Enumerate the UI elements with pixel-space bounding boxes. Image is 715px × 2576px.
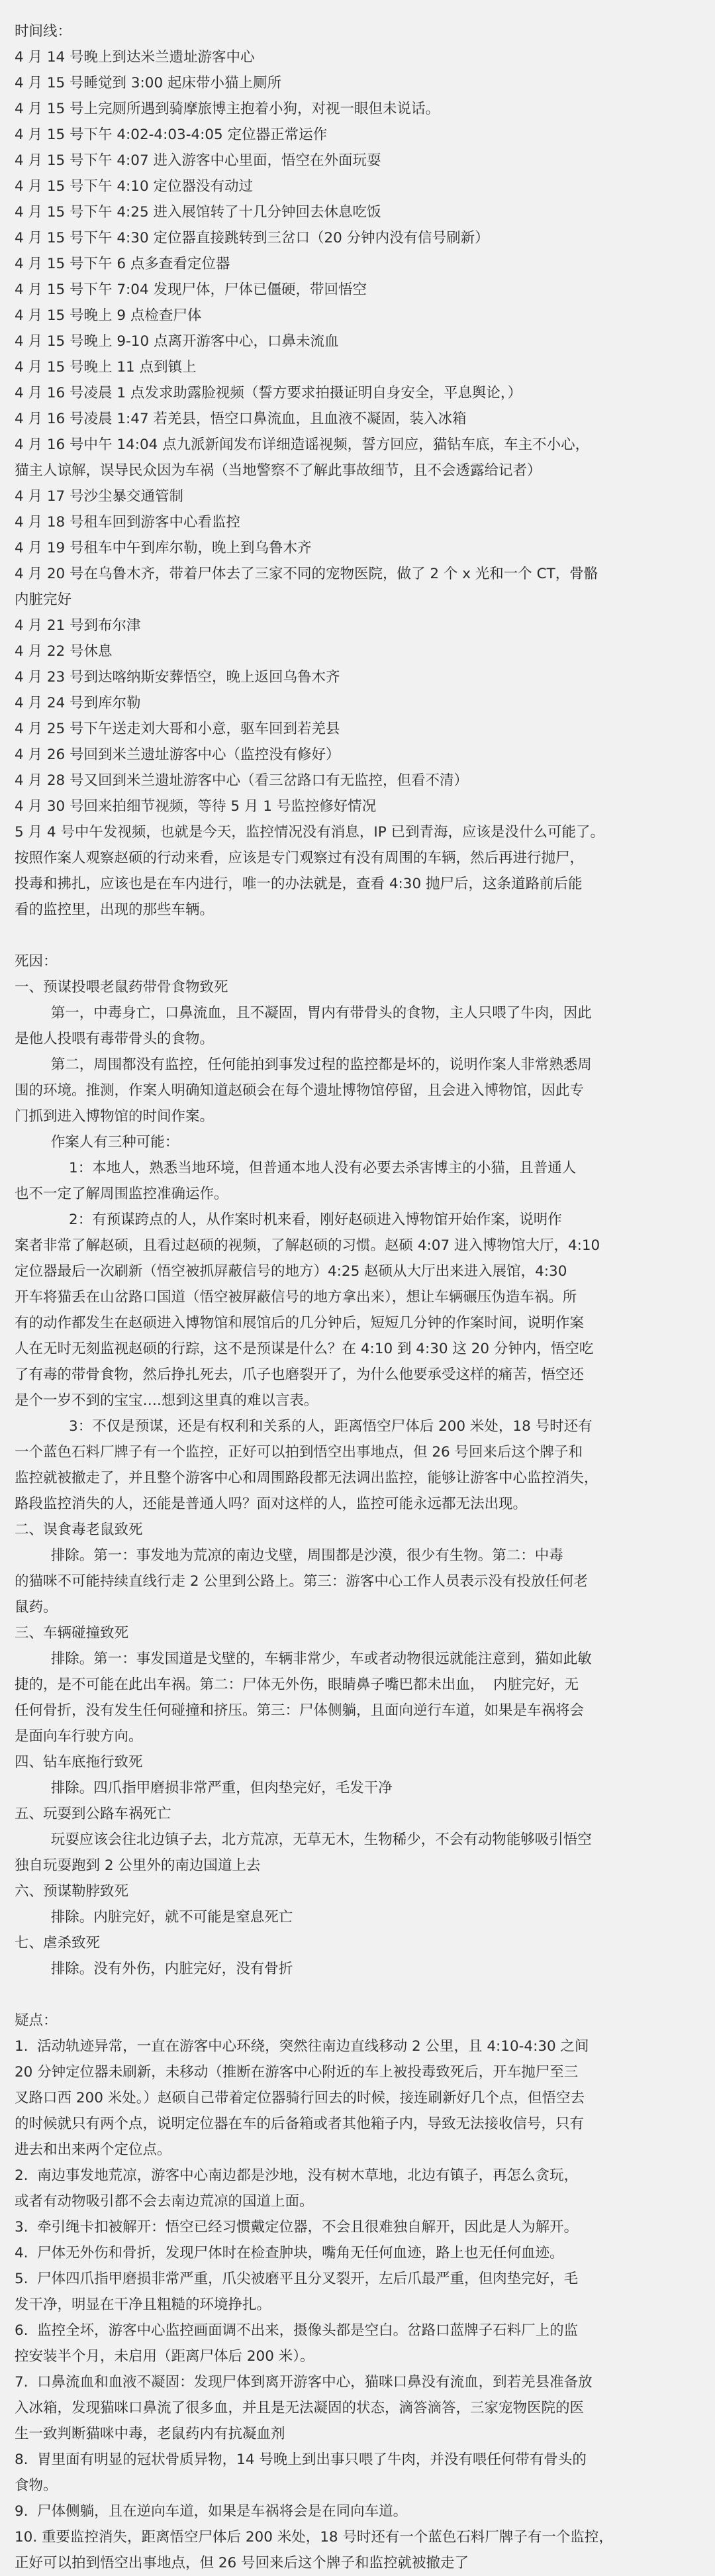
text-line: 2. 南边事发地荒凉，游客中心南边都是沙地，没有树木草地，北边有镇子，再怎么贪玩， [15, 2167, 579, 2184]
text-line: 5 月 4 号中午发视频，也就是今天，监控情况没有消息，IP 已到青海，应该是没什么可能了。 [15, 824, 605, 841]
text-line: 鼠药。 [15, 1599, 58, 1616]
text-line: 4 月 25 号下午送走刘大哥和小意，驱车回到若羌县 [15, 721, 340, 737]
text-line: 4 月 15 号下午 6 点多查看定位器 [15, 256, 230, 272]
text-line: 是面向车行驶方向。 [15, 1728, 143, 1745]
text-line: 3：不仅是预谋，还是有权利和关系的人，距离悟空尸体后 200 米处，18 号时还有 [15, 1418, 593, 1435]
text-line: 发干净，明显在干净且粗糙的环境挣扎。 [15, 2296, 271, 2313]
text-line: 4 月 24 号到库尔勒 [15, 695, 141, 711]
text-line: 七、虐杀致死 [15, 1935, 101, 1951]
text-line: 控安装半个月，未启用（距离尸体后 200 米）。 [15, 2348, 314, 2365]
text-line: 任何骨折，没有发生任何碰撞和挤压。第三：尸体侧躺，且面向逆行车道，如果是车祸将会 [15, 1702, 585, 1719]
text-line: 内脏完好 [15, 592, 72, 608]
text-line: 4 月 15 号下午 4:30 定位器直接跳转到三岔口（20 分钟内没有信号刷新） [15, 230, 489, 246]
text-line: 是个一岁不到的宝宝….想到这里真的难以言表。 [15, 1392, 318, 1409]
text-line: 食物。 [15, 2477, 58, 2494]
text-line: 4 月 15 号晚上 9 点检查尸体 [15, 307, 202, 324]
cause-title: 死因： [15, 953, 58, 970]
text-line: 4 月 23 号到达喀纳斯安葬悟空，晚上返回乌鲁木齐 [15, 669, 340, 686]
text-line: 正好可以拍到悟空出事地点，但 26 号回来后这个牌子和监控就被撤走了 [15, 2555, 469, 2571]
text-line: 排除。第一：事发国道是戈壁的，车辆非常少，车或者动物很远就能注意到，猫如此敏 [15, 1651, 592, 1667]
text-line: 4 月 20 号在乌鲁木齐，带着尸体去了三家不同的宠物医院，做了 2 个 x 光和一个 CT，骨骼 [15, 566, 598, 582]
text-line: 一、预谋投喂老鼠药带骨食物致死 [15, 979, 228, 996]
timeline-section [15, 19, 700, 923]
text-line: 10. 重要监控消失，距离悟空尸体后 200 米处，18 号时还有一个蓝色石料厂牌子有一个监控， [15, 2529, 613, 2546]
text-line: 4 月 21 号到布尔津 [15, 617, 141, 634]
text-line: 三、车辆碰撞致死 [15, 1625, 129, 1641]
text-line: 四、钻车底拖行致死 [15, 1754, 143, 1771]
text-line: 4 月 15 号下午 7:04 发现尸体，尸体已僵硬，带回悟空 [15, 282, 367, 298]
doubts-section [15, 2008, 700, 2576]
text-line: 猫主人谅解，误导民众因为车祸（当地警察不了解此事故细节，且不会透露给记者） [15, 462, 542, 479]
text-line: 捷的，是不可能在此出车祸。第二：尸体无外伤，眼睛鼻子嘴巴都未出血， 内脏完好，无 [15, 1676, 579, 1693]
text-line: 1：本地人，熟悉当地环境，但普通本地人没有必要去杀害博主的小猫，且普通人 [15, 1160, 577, 1176]
text-line: 投毒和拂扎，应该也是在车内进行，唯一的办法就是，查看 4:30 抛尸后，这条道路前后能 [15, 876, 583, 892]
text-line: 独自玩耍跑到 2 公里外的南边国道上去 [15, 1857, 261, 1874]
text-line: 4 月 28 号又回到米兰遗址游客中心（看三岔路口有无监控，但看不清） [15, 772, 469, 789]
text-line: 9. 尸体侧躺，且在逆向车道，如果是车祸将会是在同向车道。 [15, 2503, 408, 2520]
text-line: 案者非常了解赵硕，且看过赵硕的视频，了解赵硕的习惯。赵硕 4:07 进入博物馆大厅，4:10 [15, 1237, 600, 1254]
text-line: 5. 尸体四爪指甲磨损非常严重，爪尖被磨平且分叉裂开，左后爪最严重，但肉垫完好，毛 [15, 2271, 579, 2287]
timeline-lines [15, 44, 700, 923]
text-line: 4 月 15 号下午 4:10 定位器没有动过 [15, 178, 253, 195]
text-line: 二、误食毒老鼠致死 [15, 1521, 143, 1538]
text-line: 定位器最后一次刷新（悟空被抓屏蔽信号的地方）4:25 赵硕从大厅出来进入展馆，4:30 [15, 1263, 567, 1280]
text-line: 4 月 30 号回来拍细节视频，等待 5 月 1 号监控修好情况 [15, 798, 377, 815]
text-line: 生一致判断猫咪中毒，老鼠药内有抗凝血剂 [15, 2426, 285, 2442]
text-line: 4 月 22 号休息 [15, 643, 113, 660]
text-line: 6. 监控全坏，游客中心监控画面调不出来，摄像头都是空白。岔路口蓝牌子石料厂上的监 [15, 2322, 579, 2339]
text-line: 或者有动物吸引都不会去南边荒凉的国道上面。 [15, 2193, 314, 2210]
text-line: 4 月 15 号上完厕所遇到骑摩旅博主抱着小狗，对视一眼但未说话。 [15, 101, 440, 117]
text-line: 第一，中毒身亡，口鼻流血，且不凝固，胃内有带骨头的食物，主人只喂了牛肉，因此 [15, 1005, 592, 1021]
text-line: 4 月 15 号下午 4:02-4:03-4:05 定位器正常运作 [15, 127, 328, 143]
text-line: 监控就被撤走了，并且整个游客中心和周围路段都无法调出监控，能够让游客中心监控消失， [15, 1470, 598, 1486]
text-line: 六、预谋勒脖致死 [15, 1883, 129, 1900]
text-line: 排除。四爪指甲磨损非常严重，但肉垫完好，毛发干净 [15, 1780, 393, 1796]
text-line: 作案人有三种可能： [15, 1134, 179, 1151]
text-line: 开车将猫丢在山岔路口国道（悟空被屏蔽信号的地方拿出来），想让车辆碾压伪造车祸。所 [15, 1289, 577, 1306]
text-line: 围的环境。推测，作案人明确知道赵硕会在每个遗址博物馆停留，且会进入博物馆，因此专 [15, 1082, 585, 1099]
text-line: 2：有预谋跨点的人，从作案时机来看，刚好赵硕进入博物馆开始作案，说明作 [15, 1211, 562, 1228]
text-line: 按照作案人观察赵硕的行动来看，应该是专门观察过有没有周围的车辆，然后再进行抛尸， [15, 850, 585, 866]
text-line: 4 月 17 号沙尘暴交通管制 [15, 488, 184, 505]
text-line: 的时候就只有两个点，说明定位器在车的后备箱或者其他箱子内，导致无法接收信号，只有 [15, 2116, 585, 2132]
text-line: 叉路口西 200 米处。）赵硕自己带着定位器骑行回去的时候，接连刷新好几个点，但悟空去 [15, 2090, 585, 2106]
text-line: 了有毒的带骨食物，然后挣扎死去，爪子也磨裂开了，为什么他要承受这样的痛苦，悟空还 [15, 1366, 585, 1383]
text-line: 20 分钟定位器未刷新，未移动（推断在游客中心附近的车上被投毒致死后，开车抛尸至三 [15, 2064, 579, 2081]
doubts-lines [15, 2034, 700, 2576]
text-line: 人在无时无刻监视赵硕的行踪，这不是预谋是什么？在 4:10 到 4:30 这 20 分钟内，悟空吃 [15, 1341, 594, 1357]
text-line: 7. 口鼻流血和血液不凝固：发现尸体到离开游客中心，猫咪口鼻没有流血，到若羌县准备放 [15, 2374, 593, 2391]
doubts-title: 疑点： [15, 2012, 58, 2029]
text-line: 4 月 16 号凌晨 1:47 若羌县，悟空口鼻流血，且血液不凝固，装入冰箱 [15, 411, 467, 427]
text-line: 有的动作都发生在赵硕进入博物馆和展馆后的几分钟后，短短几分钟的作案时间，说明作案 [15, 1315, 585, 1331]
text-line: 4 月 14 号晚上到达米兰遗址游客中心 [15, 49, 255, 66]
text-line: 4. 尸体无外伤和骨折，发现尸体时在检查肿块，嘴角无任何血迹，路上也无任何血迹。 [15, 2245, 564, 2261]
text-line: 4 月 18 号租车回到游客中心看监控 [15, 514, 241, 531]
text-line: 也不一定了解周围监控准确运作。 [15, 1186, 228, 1202]
text-line: 排除。第一：事发地为荒凉的南边戈壁，周围都是沙漠，很少有生物。第二：中毒 [15, 1547, 563, 1564]
cause-section [15, 949, 700, 1982]
text-line: 玩耍应该会往北边镇子去，北方荒凉，无草无木，生物稀少，不会有动物能够吸引悟空 [15, 1831, 592, 1848]
text-line: 4 月 16 号中午 14:04 点九派新闻发布详细造谣视频，誓方回应，猫钻车底，车主不小心， [15, 437, 590, 453]
text-line: 4 月 15 号下午 4:07 进入游客中心里面，悟空在外面玩耍 [15, 152, 381, 169]
cause-lines [15, 974, 700, 1982]
text-line: 的猫咪不可能持续直线行走 2 公里到公路上。第三：游客中心工作人员表示没有投放任何老 [15, 1573, 588, 1590]
text-line: 排除。没有外伤，内脏完好，没有骨折 [15, 1961, 293, 1977]
text-line: 1. 活动轨迹异常，一直在游客中心环绕，突然往南边直线移动 2 公里，且 4:10-4:30 之间 [15, 2038, 589, 2055]
text-line: 是他人投喂有毒带骨头的食物。 [15, 1031, 215, 1047]
text-line: 门抓到进入博物馆的时间作案。 [15, 1108, 215, 1125]
text-line: 4 月 26 号回到米兰遗址游客中心（监控没有修好） [15, 747, 340, 763]
text-line: 看的监控里，出现的那些车辆。 [15, 902, 215, 918]
text-line: 8. 胃里面有明显的冠状骨质异物，14 号晚上到出事只喂了牛肉，并没有喂任何带有骨头的 [15, 2451, 587, 2468]
text-line: 4 月 15 号晚上 11 点到镇上 [15, 359, 197, 376]
text-line: 一个蓝色石料厂牌子有一个监控，正好可以拍到悟空出事地点，但 26 号回来后这个牌子和 [15, 1444, 583, 1461]
text-line: 排除。内脏完好，就不可能是窒息死亡 [15, 1909, 293, 1926]
timeline-title: 时间线： [15, 23, 72, 40]
text-line: 第二，周围都没有监控，任何能拍到事发过程的监控都是坏的，说明作案人非常熟悉周 [15, 1056, 592, 1073]
text-line: 4 月 16 号凌晨 1 点发求助露脸视频（誓方要求拍摄证明自身安全，平息舆论，） [15, 385, 522, 401]
text-line: 五、玩耍到公路车祸死亡 [15, 1806, 171, 1822]
text-line: 路段监控消失的人，还能是普通人吗？面对这样的人，监控可能永远都无法出现。 [15, 1496, 528, 1512]
text-line: 3. 牵引绳卡扣被解开：悟空已经习惯戴定位器，不会且很难独自解开，因此是人为解开。 [15, 2219, 579, 2236]
text-line: 4 月 19 号租车中午到库尔勒，晚上到乌鲁木齐 [15, 540, 312, 556]
text-line: 4 月 15 号下午 4:25 进入展馆转了十几分钟回去休息吃饭 [15, 204, 381, 221]
text-line: 4 月 15 号睡觉到 3:00 起床带小猫上厕所 [15, 75, 281, 91]
text-line: 入冰箱，发现猫咪口鼻流了很多血，并且是无法凝固的状态，滴答滴答，三家宠物医院的医 [15, 2400, 585, 2416]
text-line: 进去和出来两个定位点。 [15, 2141, 171, 2158]
text-line: 4 月 15 号晚上 9-10 点离开游客中心，口鼻未流血 [15, 333, 339, 350]
